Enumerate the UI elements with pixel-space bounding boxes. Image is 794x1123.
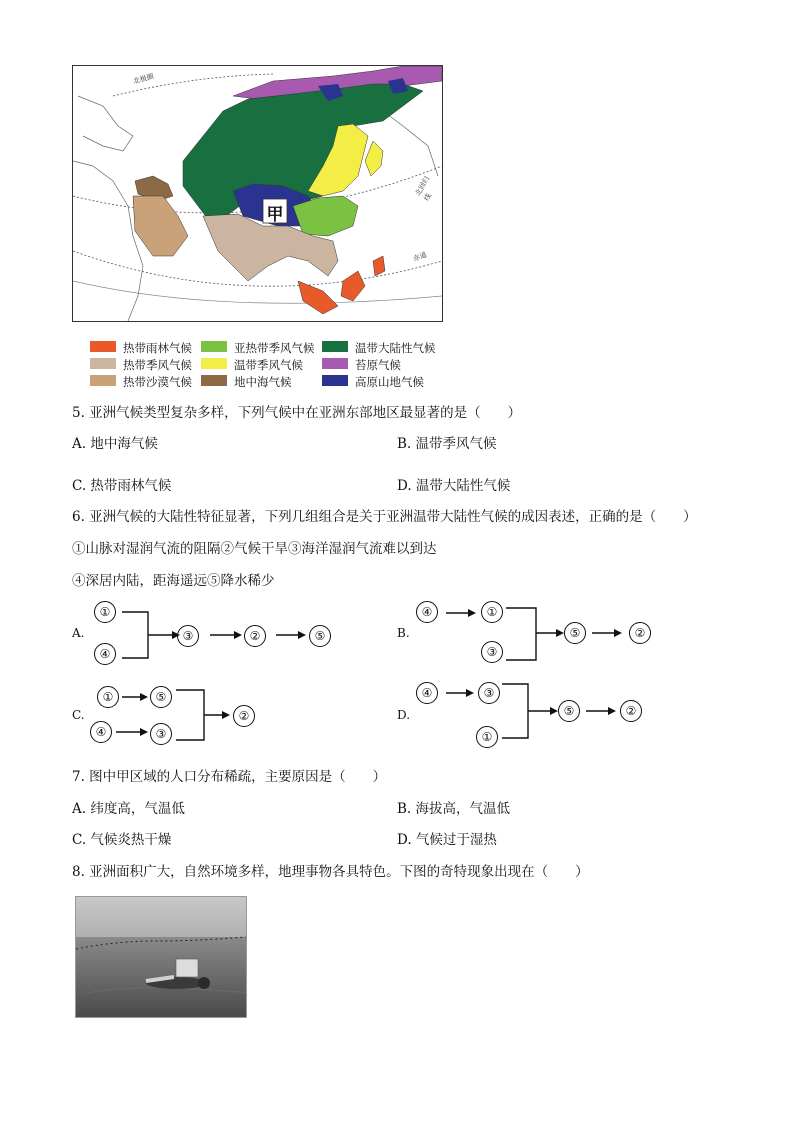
circle-1: ① <box>476 726 498 748</box>
q7-option-c[interactable]: C. 气候炎热干燥 <box>72 832 172 848</box>
climate-map <box>72 65 443 322</box>
map-label-tropic: 北回归线 <box>413 175 434 203</box>
q6-line2: ④深居内陆，距海遥远⑤降水稀少 <box>72 573 275 589</box>
option-c-label: C. <box>72 708 85 722</box>
option-d-label: D. <box>397 708 411 722</box>
circle-2: ② <box>629 622 651 644</box>
circle-3: ③ <box>177 625 199 647</box>
circle-5: ⑤ <box>150 686 172 708</box>
option-d-arrows <box>438 678 698 758</box>
option-b-arrows <box>438 598 698 668</box>
legend-swatch <box>201 358 227 369</box>
q7-option-b[interactable]: B. 海拔高，气温低 <box>397 801 511 817</box>
floating-person-photo <box>76 897 246 1017</box>
circle-4: ④ <box>416 601 438 623</box>
legend-swatch <box>90 375 116 386</box>
q7-option-a[interactable]: A. 纬度高，气温低 <box>72 801 185 817</box>
circle-4: ④ <box>90 721 112 743</box>
circle-3: ③ <box>150 723 172 745</box>
q5-option-c[interactable]: C. 热带雨林气候 <box>72 478 172 494</box>
q5-option-b[interactable]: B. 温带季风气候 <box>397 436 497 452</box>
circle-3: ③ <box>478 682 500 704</box>
circle-2: ② <box>233 705 255 727</box>
legend-label: 热带雨林气候 <box>123 341 192 355</box>
legend-swatch <box>201 375 227 386</box>
circle-4: ④ <box>94 643 116 665</box>
legend-label: 亚热带季风气候 <box>234 341 315 355</box>
legend-label: 温带大陆性气候 <box>355 341 436 355</box>
q6-line1: ①山脉对湿润气流的阻隔②气候干旱③海洋湿润气流难以到达 <box>72 541 437 557</box>
circle-1: ① <box>481 601 503 623</box>
circle-5: ⑤ <box>564 622 586 644</box>
legend-swatch <box>322 358 348 369</box>
dead-sea-photo <box>75 896 247 1018</box>
map-label-jia: 甲 <box>266 205 284 225</box>
asia-climate-map <box>73 66 442 321</box>
circle-4: ④ <box>416 682 438 704</box>
circle-5: ⑤ <box>309 625 331 647</box>
circle-2: ② <box>244 625 266 647</box>
legend-swatch <box>201 341 227 352</box>
q7-option-d[interactable]: D. 气候过于湿热 <box>397 832 497 848</box>
legend-label: 热带季风气候 <box>123 358 192 372</box>
q5-stem: 5. 亚洲气候类型复杂多样，下列气候中在亚洲东部地区最显著的是（ ） <box>72 405 522 421</box>
circle-2: ② <box>620 700 642 722</box>
legend-label: 热带沙漠气候 <box>123 375 192 389</box>
map-label-arctic: 北极圈 <box>132 72 155 86</box>
q5-option-d[interactable]: D. 温带大陆性气候 <box>397 478 511 494</box>
legend-swatch <box>90 341 116 352</box>
option-a-arrows <box>110 600 370 670</box>
legend-swatch <box>322 375 348 386</box>
circle-1: ① <box>94 601 116 623</box>
option-c-arrows <box>110 682 270 752</box>
map-label-equator: 赤道 <box>412 250 428 264</box>
q8-stem: 8. 亚洲面积广大，自然环境多样，地理事物各具特色。下图的奇特现象出现在（ ） <box>72 864 589 880</box>
legend-label: 高原山地气候 <box>355 375 424 389</box>
circle-3: ③ <box>481 641 503 663</box>
legend-label: 苔原气候 <box>355 358 401 372</box>
circle-1: ① <box>97 686 119 708</box>
legend-label: 地中海气候 <box>234 375 292 389</box>
legend-swatch <box>322 341 348 352</box>
option-a-label: A. <box>72 626 85 640</box>
q6-stem: 6. 亚洲气候的大陆性特征显著，下列几组组合是关于亚洲温带大陆性气候的成因表述，正确的是（ ） <box>72 509 697 525</box>
option-b-label: B. <box>397 626 410 640</box>
circle-5: ⑤ <box>558 700 580 722</box>
q5-option-a[interactable]: A. 地中海气候 <box>72 436 158 452</box>
legend-label: 温带季风气候 <box>234 358 303 372</box>
q7-stem: 7. 图中甲区域的人口分布稀疏，主要原因是（ ） <box>72 769 387 785</box>
legend-swatch <box>90 358 116 369</box>
